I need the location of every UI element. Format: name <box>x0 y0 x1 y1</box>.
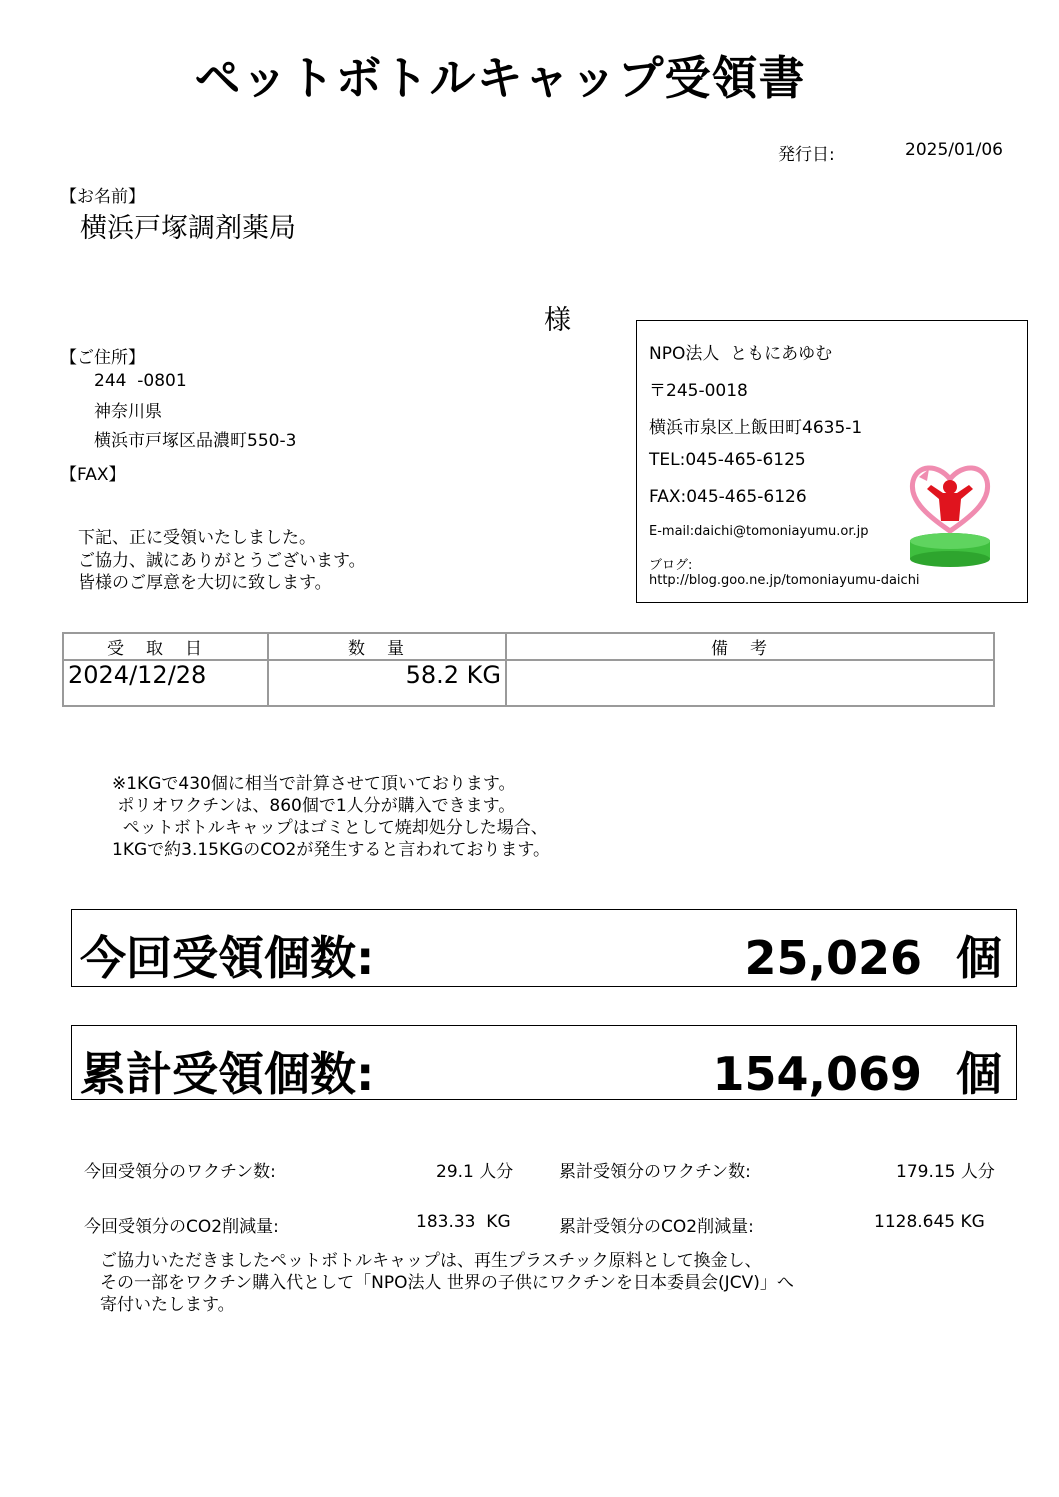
org-postal: 〒245-0018 <box>649 381 748 401</box>
receipt-table <box>62 632 995 707</box>
cumulative-total-value: 154,069 <box>712 1047 922 1101</box>
cumulative-total-box <box>71 1025 1017 1100</box>
closing-line: 寄付いたします。 <box>100 1295 235 1315</box>
current-total-value-wrap <box>744 922 1002 988</box>
cumulative-vaccine-label: 累計受領分のワクチン数: <box>559 1162 751 1182</box>
org-blog-label: ブログ: <box>649 558 693 573</box>
thanks-line: 下記、正に受領いたしました。 <box>78 528 316 548</box>
org-email: E-mail:daichi@tomoniayumu.or.jp <box>649 524 869 539</box>
notes <box>112 773 550 861</box>
org-address: 横浜市泉区上飯田町4635-1 <box>649 418 863 438</box>
org-fax: FAX:045-465-6126 <box>649 487 807 507</box>
current-vaccine-value: 29.1 人分 <box>436 1162 514 1182</box>
note-line: ペットボトルキャップはゴミとして焼却処分した場合、 <box>112 818 548 838</box>
current-total-unit: 個 <box>956 931 1002 985</box>
current-vaccine-label: 今回受領分のワクチン数: <box>84 1162 276 1182</box>
recipient-prefecture: 神奈川県 <box>94 402 162 422</box>
note-line: ポリオワクチンは、860個で1人分が購入できます。 <box>112 796 516 816</box>
cumulative-total-unit: 個 <box>956 1047 1002 1101</box>
org-name: NPO法人 ともにあゆむ <box>649 344 833 364</box>
current-co2-label: 今回受領分のCO2削減量: <box>84 1217 279 1237</box>
closing-line: その一部をワクチン購入代として「NPO法人 世界の子供にワクチンを日本委員会(JCV)」へ <box>100 1273 794 1293</box>
org-blog-url: http://blog.goo.ne.jp/tomoniayumu-daichi <box>649 573 920 588</box>
current-co2-value: 183.33 KG <box>416 1212 511 1232</box>
honorific: 様 <box>544 305 571 336</box>
organization-box <box>636 320 1028 603</box>
header-remarks: 備考 <box>506 633 994 660</box>
current-total-label: 今回受領個数: <box>80 931 375 985</box>
closing-line: ご協力いただきましたペットボトルキャップは、再生プラスチック原料として換金し、 <box>100 1251 762 1271</box>
thanks-line: 皆様のご厚意を大切に致します。 <box>78 573 332 593</box>
table-header-row <box>63 633 994 660</box>
org-tel: TEL:045-465-6125 <box>649 450 806 470</box>
recipient-address: 横浜市戸塚区品濃町550-3 <box>94 431 297 451</box>
cumulative-total-value-wrap <box>712 1038 1002 1104</box>
issue-date: 2025/01/06 <box>905 140 1003 160</box>
note-line: ※1KGで430個に相当で計算させて頂いております。 <box>112 774 516 794</box>
header-quantity: 数量 <box>268 633 506 660</box>
header-date: 受取日 <box>63 633 268 660</box>
cell-remarks <box>506 660 994 706</box>
address-label: 【ご住所】 <box>60 348 145 368</box>
organization-logo-icon <box>905 459 995 569</box>
current-total-box <box>71 909 1017 987</box>
cumulative-co2-label: 累計受領分のCO2削減量: <box>559 1217 754 1237</box>
table-row <box>63 660 994 706</box>
recipient-postal: 244 -0801 <box>94 371 187 391</box>
issue-date-label: 発行日: <box>778 145 835 165</box>
current-total-value: 25,026 <box>744 931 922 985</box>
fax-label: 【FAX】 <box>60 465 126 485</box>
note-line: 1KGで約3.15KGのCO2が発生すると言われております。 <box>112 840 551 860</box>
cumulative-vaccine-value: 179.15 人分 <box>896 1162 995 1182</box>
cell-date: 2024/12/28 <box>63 660 268 706</box>
closing-text <box>100 1250 794 1316</box>
thanks-line: ご協力、誠にありがとうございます。 <box>78 551 366 571</box>
document-title: ペットボトルキャップ受領書 <box>194 51 806 105</box>
name-label: 【お名前】 <box>60 187 145 207</box>
recipient-name: 横浜戸塚調剤薬局 <box>80 213 296 244</box>
cumulative-co2-value: 1128.645 KG <box>874 1212 985 1232</box>
cumulative-total-label: 累計受領個数: <box>80 1047 375 1101</box>
cell-quantity: 58.2 KG <box>268 660 506 706</box>
